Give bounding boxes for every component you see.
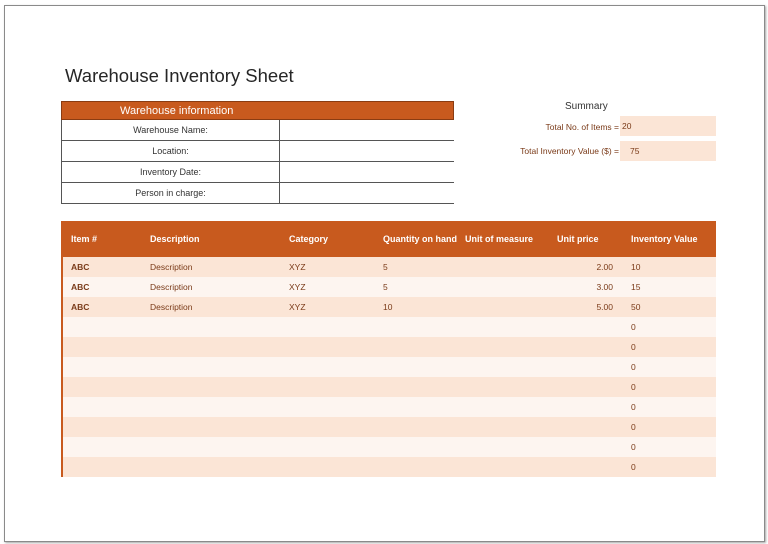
table-row bbox=[61, 417, 716, 437]
cell-inventory-value[interactable]: 0 bbox=[631, 442, 636, 452]
info-label: Person in charge: bbox=[61, 183, 280, 203]
info-row-inventory-date bbox=[61, 162, 454, 183]
table-row bbox=[61, 317, 716, 337]
header-unit-of-measure: Unit of measure bbox=[465, 234, 534, 244]
header-inventory-value: Inventory Value bbox=[631, 234, 698, 244]
inventory-date-field[interactable] bbox=[280, 162, 454, 182]
cell-inventory-value[interactable]: 0 bbox=[631, 382, 636, 392]
cell-item[interactable]: ABC bbox=[71, 282, 90, 292]
page-title: Warehouse Inventory Sheet bbox=[65, 65, 294, 86]
cell-item[interactable]: ABC bbox=[71, 262, 90, 272]
header-quantity: Quantity on hand bbox=[383, 234, 457, 244]
total-items-value: 20 bbox=[620, 116, 716, 136]
cell-quantity[interactable]: 10 bbox=[383, 302, 393, 312]
warehouse-name-field[interactable] bbox=[280, 120, 454, 140]
cell-description[interactable]: Description bbox=[150, 262, 193, 272]
total-value-label: Total Inventory Value ($) = bbox=[520, 146, 619, 156]
warehouse-info-table bbox=[61, 101, 454, 204]
info-label: Location: bbox=[61, 141, 280, 161]
info-row-warehouse-name bbox=[61, 120, 454, 141]
summary-title: Summary bbox=[565, 101, 608, 112]
info-row-location bbox=[61, 141, 454, 162]
cell-category[interactable]: XYZ bbox=[289, 262, 306, 272]
header-item: Item # bbox=[71, 234, 98, 244]
cell-inventory-value[interactable]: 0 bbox=[631, 362, 636, 372]
cell-quantity[interactable]: 5 bbox=[383, 282, 388, 292]
table-row bbox=[61, 437, 716, 457]
table-row bbox=[61, 397, 716, 417]
cell-inventory-value[interactable]: 0 bbox=[631, 322, 636, 332]
table-row bbox=[61, 357, 716, 377]
cell-unit-price[interactable]: 3.00 bbox=[596, 282, 613, 292]
info-label: Inventory Date: bbox=[61, 162, 280, 182]
cell-inventory-value[interactable]: 0 bbox=[631, 402, 636, 412]
location-field[interactable] bbox=[280, 141, 454, 161]
cell-inventory-value[interactable]: 15 bbox=[631, 282, 641, 292]
cell-unit-price[interactable]: 5.00 bbox=[596, 302, 613, 312]
cell-inventory-value[interactable]: 10 bbox=[631, 262, 641, 272]
table-row bbox=[61, 257, 716, 277]
cell-description[interactable]: Description bbox=[150, 282, 193, 292]
cell-inventory-value[interactable]: 0 bbox=[631, 462, 636, 472]
header-category: Category bbox=[289, 234, 329, 244]
table-row bbox=[61, 277, 716, 297]
inventory-table bbox=[61, 221, 716, 477]
cell-inventory-value[interactable]: 50 bbox=[631, 302, 641, 312]
cell-quantity[interactable]: 5 bbox=[383, 262, 388, 272]
cell-category[interactable]: XYZ bbox=[289, 282, 306, 292]
header-description: Description bbox=[150, 234, 200, 244]
cell-inventory-value[interactable]: 0 bbox=[631, 422, 636, 432]
total-value-value: 75 bbox=[620, 141, 716, 161]
table-body bbox=[61, 257, 716, 477]
info-label: Warehouse Name: bbox=[61, 120, 280, 140]
table-row bbox=[61, 337, 716, 357]
cell-item[interactable]: ABC bbox=[71, 302, 90, 312]
cell-unit-price[interactable]: 2.00 bbox=[596, 262, 613, 272]
cell-description[interactable]: Description bbox=[150, 302, 193, 312]
cell-inventory-value[interactable]: 0 bbox=[631, 342, 636, 352]
info-row-person-in-charge bbox=[61, 183, 454, 204]
table-row bbox=[61, 457, 716, 477]
warehouse-info-header: Warehouse information bbox=[61, 101, 454, 120]
table-row bbox=[61, 377, 716, 397]
header-unit-price: Unit price bbox=[557, 234, 599, 244]
table-row bbox=[61, 297, 716, 317]
total-items-label: Total No. of Items = bbox=[545, 122, 619, 132]
table-header bbox=[61, 221, 716, 257]
cell-category[interactable]: XYZ bbox=[289, 302, 306, 312]
person-in-charge-field[interactable] bbox=[280, 183, 454, 203]
